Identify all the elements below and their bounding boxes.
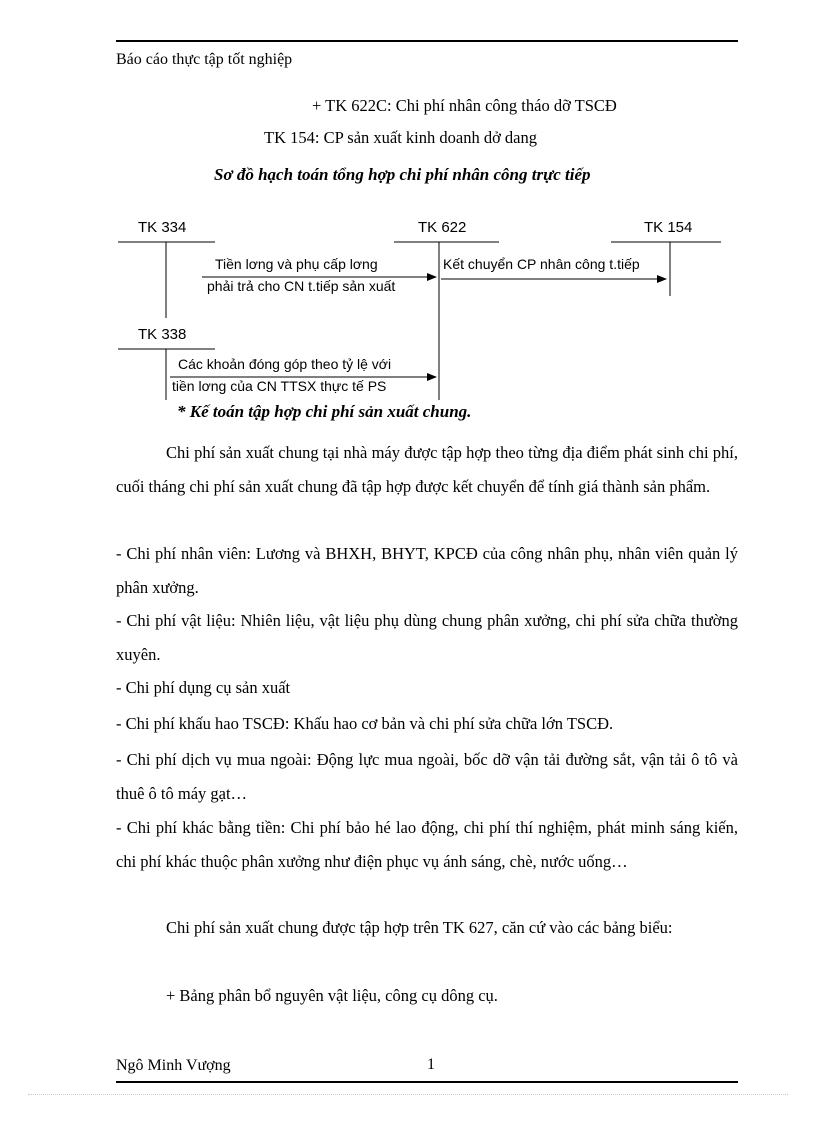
tk154-label: TK 154 — [644, 219, 693, 236]
arrow2-label-line1: Kết chuyển CP nhân công t.tiếp — [443, 256, 640, 272]
paragraph-intro: Chi phí sản xuất chung tại nhà máy được tập hợp theo từng địa điểm phát sinh chi phí, cuối tháng chi phí sản xuất chung đã tập hợp được kết chuyển để tính giá thành sản phẩm. — [116, 443, 738, 496]
tk338-label: TK 338 — [138, 326, 187, 343]
intro-line-2: TK 154: CP sản xuất kinh doanh dở dang — [264, 128, 538, 147]
intro-line-1: + TK 622C: Chi phí nhân công tháo dỡ TSCĐ — [312, 96, 617, 115]
paragraph-outsourced-services: - Chi phí dịch vụ mua ngoài: Động lực mua ngoài, bốc dỡ vận tải đường sắt, vận tải ô tô và thuê ô tô máy gạt… — [116, 750, 738, 803]
tk334-label: TK 334 — [138, 219, 187, 236]
section-heading: * Kế toán tập hợp chi phí sản xuất chung. — [177, 402, 472, 421]
footer-page-number: 1 — [427, 1056, 435, 1073]
arrow3-label-line2: tiền lơng của CN TTSX thực tế PS — [172, 378, 387, 394]
arrow1-label-line2: phải trả cho CN t.tiếp sản xuất — [207, 278, 396, 294]
tk622-label: TK 622 — [418, 219, 467, 236]
diagram-title: Sơ đồ hạch toán tổng hợp chi phí nhân công trực tiếp — [214, 165, 591, 184]
header-title: Báo cáo thực tập tốt nghiệp — [116, 51, 293, 68]
page-edge-dotted-line — [28, 1094, 788, 1095]
footer-author: Ngô Minh Vượng — [116, 1057, 231, 1074]
paragraph-material-cost: - Chi phí vật liệu: Nhiên liệu, vật liệu phụ dùng chung phân xưởng, chi phí sửa chữa thường xuyên. — [116, 611, 738, 664]
paragraph-staff-cost: - Chi phí nhân viên: Lương và BHXH, BHYT, KPCĐ của công nhân phụ, nhân viên quản lý phân xưởng. — [116, 544, 738, 597]
footer-bottom-rule — [116, 1081, 738, 1083]
paragraph-other-cash-costs: - Chi phí khác bằng tiền: Chi phí bảo hé lao động, chi phí thí nghiệm, phát minh sáng kiến, chi phí khác thuộc phân xưởng như điện phục vụ ánh sáng, chè, nước uống… — [116, 818, 738, 871]
arrow1-label-line1: Tiền lơng và phụ cấp lơng — [215, 256, 378, 272]
paragraph-tool-cost: - Chi phí dụng cụ sản xuất — [116, 678, 291, 697]
paragraph-tk627: Chi phí sản xuất chung được tập hợp trên TK 627, căn cứ vào các bảng biểu: — [166, 918, 673, 937]
arrow3-label-line1: Các khoản đóng góp theo tỷ lệ với — [178, 356, 392, 372]
paragraph-allocation-table: + Bảng phân bổ nguyên vật liệu, công cụ dông cụ. — [166, 986, 498, 1005]
paragraph-depreciation: - Chi phí khấu hao TSCĐ: Khấu hao cơ bản và chi phí sửa chữa lớn TSCĐ. — [116, 714, 614, 733]
